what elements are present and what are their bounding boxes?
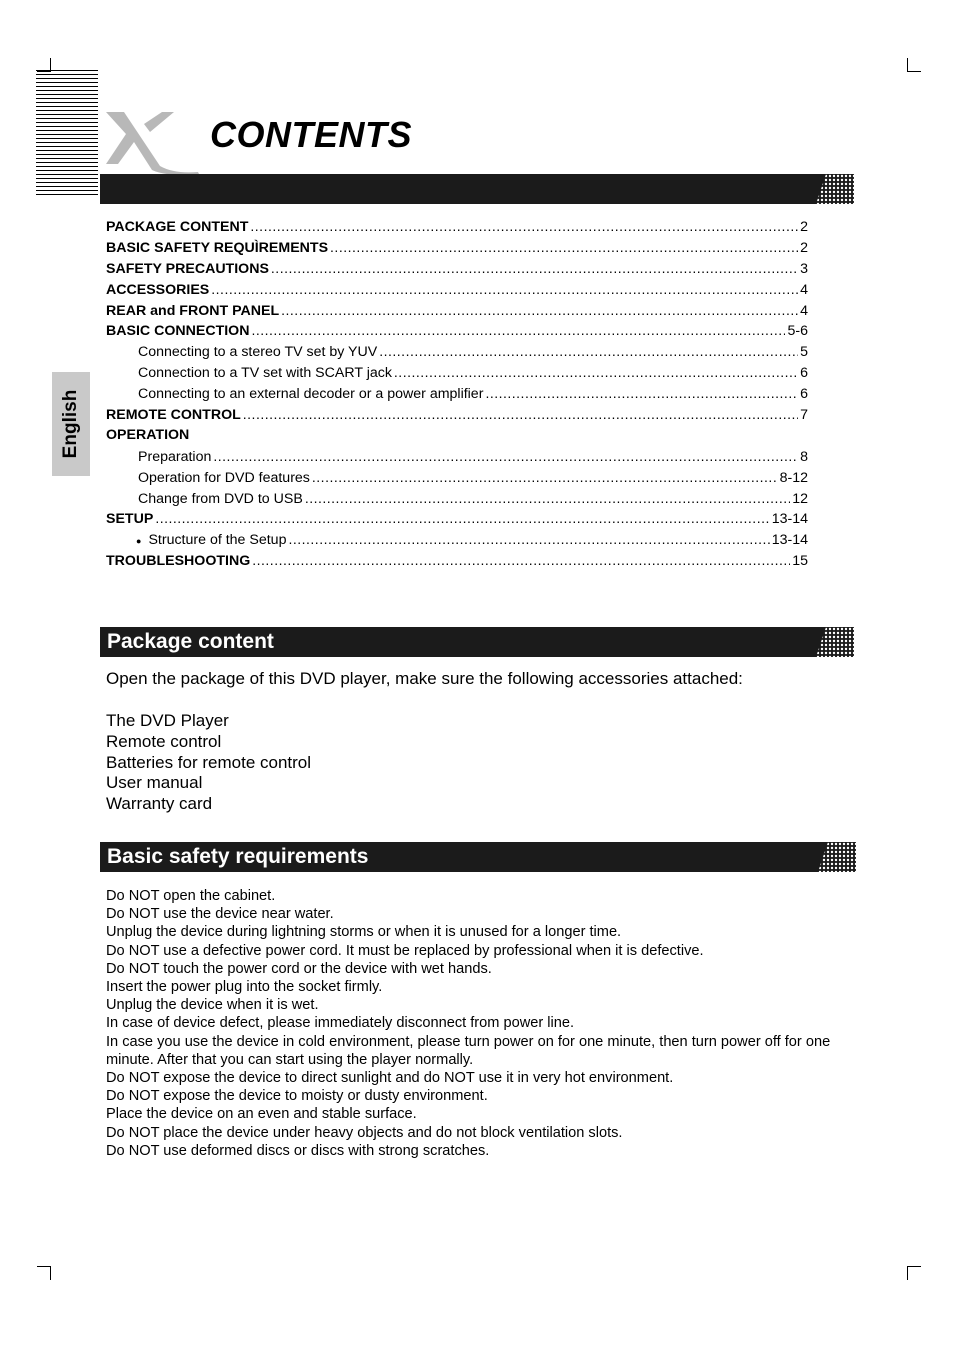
toc-page-number: 5-6 bbox=[787, 323, 808, 340]
safety-item: Unplug the device when it is wet. bbox=[106, 997, 319, 1014]
toc-page-number: 8 bbox=[800, 448, 808, 465]
package-items-list bbox=[106, 711, 311, 815]
toc-label: Connecting to an external decoder or a power amplifier bbox=[138, 386, 484, 403]
toc-row bbox=[106, 510, 808, 531]
package-content-header-bar bbox=[100, 627, 854, 657]
toc-leader-dots bbox=[330, 239, 798, 256]
toc-leader-dots bbox=[312, 469, 778, 486]
table-of-contents bbox=[106, 218, 808, 573]
safety-item: Do NOT place the device under heavy objects and do not block ventilation slots. bbox=[106, 1124, 623, 1141]
toc-leader-dots bbox=[213, 448, 798, 465]
safety-item: Do NOT expose the device to direct sunlight and do NOT use it in very hot environment. bbox=[106, 1070, 674, 1087]
toc-leader-dots bbox=[251, 322, 785, 339]
toc-leader-dots bbox=[155, 510, 769, 527]
language-tab-label: English bbox=[60, 389, 81, 459]
package-intro-text: Open the package of this DVD player, make sure the following accessories attached: bbox=[106, 669, 743, 688]
toc-label: Change from DVD to USB bbox=[138, 490, 303, 507]
toc-leader-dots bbox=[281, 302, 798, 319]
toc-page-number: 4 bbox=[800, 302, 808, 319]
safety-item: Do NOT touch the power cord or the device with wet hands. bbox=[106, 960, 492, 977]
toc-page-number: 2 bbox=[800, 239, 808, 256]
toc-row bbox=[106, 302, 808, 323]
safety-item: Do NOT use the device near water. bbox=[106, 906, 334, 923]
toc-label: ACCESSORIES bbox=[106, 281, 210, 298]
toc-page-number: 5 bbox=[800, 344, 808, 361]
toc-row bbox=[106, 281, 808, 302]
toc-label: REAR and FRONT PANEL bbox=[106, 302, 280, 319]
toc-page-number: 7 bbox=[800, 407, 808, 424]
toc-label: Operation for DVD features bbox=[138, 469, 310, 486]
toc-row bbox=[106, 322, 808, 343]
toc-page-number: 6 bbox=[800, 386, 808, 403]
toc-row bbox=[106, 364, 808, 385]
toc-row bbox=[106, 531, 808, 552]
safety-requirements-list bbox=[106, 887, 856, 1160]
package-item: The DVD Player bbox=[106, 711, 229, 730]
toc-label: REMOTE CONTROL bbox=[106, 407, 241, 424]
toc-row bbox=[106, 448, 808, 469]
safety-item: In case of device defect, please immediately disconnect from power line. bbox=[106, 1015, 575, 1032]
toc-page-number: 6 bbox=[800, 365, 808, 382]
language-tab-english bbox=[52, 372, 90, 476]
safety-item: Place the device on an even and stable surface. bbox=[106, 1106, 417, 1123]
crop-mark-bottom-right bbox=[907, 1266, 921, 1280]
toc-row bbox=[106, 385, 808, 406]
toc-label: Connecting to a stereo TV set by YUV bbox=[138, 344, 378, 361]
page-title: CONTENTS bbox=[210, 114, 412, 155]
package-content-heading: Package content bbox=[107, 630, 274, 653]
toc-label: SAFETY PRECAUTIONS bbox=[106, 260, 269, 277]
toc-label: SETUP bbox=[106, 511, 154, 528]
package-item: User manual bbox=[106, 773, 203, 793]
safety-heading: Basic safety requirements bbox=[107, 845, 369, 868]
toc-page-number: 12 bbox=[792, 490, 808, 507]
safety-item: Do NOT use a defective power cord. It must be replaced by professional when it is defective. bbox=[106, 942, 704, 959]
safety-item: Do NOT use deformed discs or discs with strong scratches. bbox=[106, 1142, 490, 1159]
toc-leader-dots bbox=[271, 260, 798, 277]
toc-leader-dots bbox=[243, 406, 798, 423]
toc-leader-dots bbox=[394, 364, 798, 381]
toc-label: Connection to a TV set with SCART jack bbox=[138, 365, 392, 382]
toc-page-number: 2 bbox=[800, 219, 808, 235]
crop-mark-bottom-left bbox=[37, 1266, 51, 1280]
toc-row bbox=[106, 260, 808, 281]
toc-leader-dots bbox=[288, 531, 769, 548]
toc-row bbox=[106, 406, 808, 427]
toc-label: TROUBLESHOOTING bbox=[106, 553, 251, 570]
safety-item: Unplug the device during lightning storms or when it is unused for a longer time. bbox=[106, 924, 622, 941]
package-item: Batteries for remote control bbox=[106, 752, 312, 772]
halftone-dots-icon bbox=[816, 627, 854, 657]
toc-row bbox=[106, 490, 808, 511]
toc-leader-dots bbox=[252, 552, 790, 569]
toc-page-number: 13-14 bbox=[771, 511, 808, 528]
toc-leader-dots bbox=[379, 343, 798, 360]
contents-header-bar bbox=[100, 174, 854, 204]
toc-row bbox=[106, 343, 808, 364]
safety-header-bar bbox=[100, 842, 856, 872]
package-item: Warranty card bbox=[106, 794, 213, 814]
package-item: Remote control bbox=[106, 731, 222, 751]
toc-leader-dots bbox=[485, 385, 798, 402]
toc-row bbox=[106, 218, 808, 239]
toc-label: PACKAGE CONTENT bbox=[106, 219, 249, 235]
toc-leader-dots bbox=[211, 281, 798, 298]
toc-label: Preparation bbox=[138, 448, 212, 465]
toc-label: BASIC SAFETY REQUÌREMENTS bbox=[106, 239, 329, 256]
toc-row bbox=[106, 469, 808, 490]
toc-label: BASIC CONNECTION bbox=[106, 323, 250, 340]
safety-item: Insert the power plug into the socket firmly. bbox=[106, 979, 383, 996]
brand-x-logo-icon bbox=[104, 104, 200, 176]
toc-label: Structure of the Setup bbox=[148, 532, 287, 549]
safety-item: In case you use the device in cold environment, please turn power on for one minute, then turn power off for one minute. After that you can start using the player normally. bbox=[106, 1033, 831, 1068]
decorative-stripes bbox=[36, 70, 98, 198]
safety-item: Do NOT expose the device to moisty or dusty environment. bbox=[106, 1088, 488, 1105]
toc-row bbox=[106, 552, 808, 573]
toc-label: OPERATION bbox=[106, 426, 190, 443]
toc-page-number: 13-14 bbox=[771, 532, 808, 549]
halftone-dots-icon bbox=[818, 842, 856, 872]
toc-leader-dots bbox=[305, 490, 790, 507]
toc-row bbox=[106, 427, 808, 448]
crop-mark-top-right bbox=[907, 58, 921, 72]
toc-leader-dots bbox=[250, 218, 798, 235]
bullet-icon: ● bbox=[136, 536, 142, 547]
toc-row bbox=[106, 239, 808, 260]
halftone-dots-icon bbox=[816, 174, 854, 204]
toc-page-number: 3 bbox=[800, 260, 808, 277]
toc-page-number: 8-12 bbox=[779, 469, 808, 486]
toc-page-number: 4 bbox=[800, 281, 808, 298]
safety-item: Do NOT open the cabinet. bbox=[106, 888, 276, 904]
toc-page-number: 15 bbox=[792, 553, 808, 570]
